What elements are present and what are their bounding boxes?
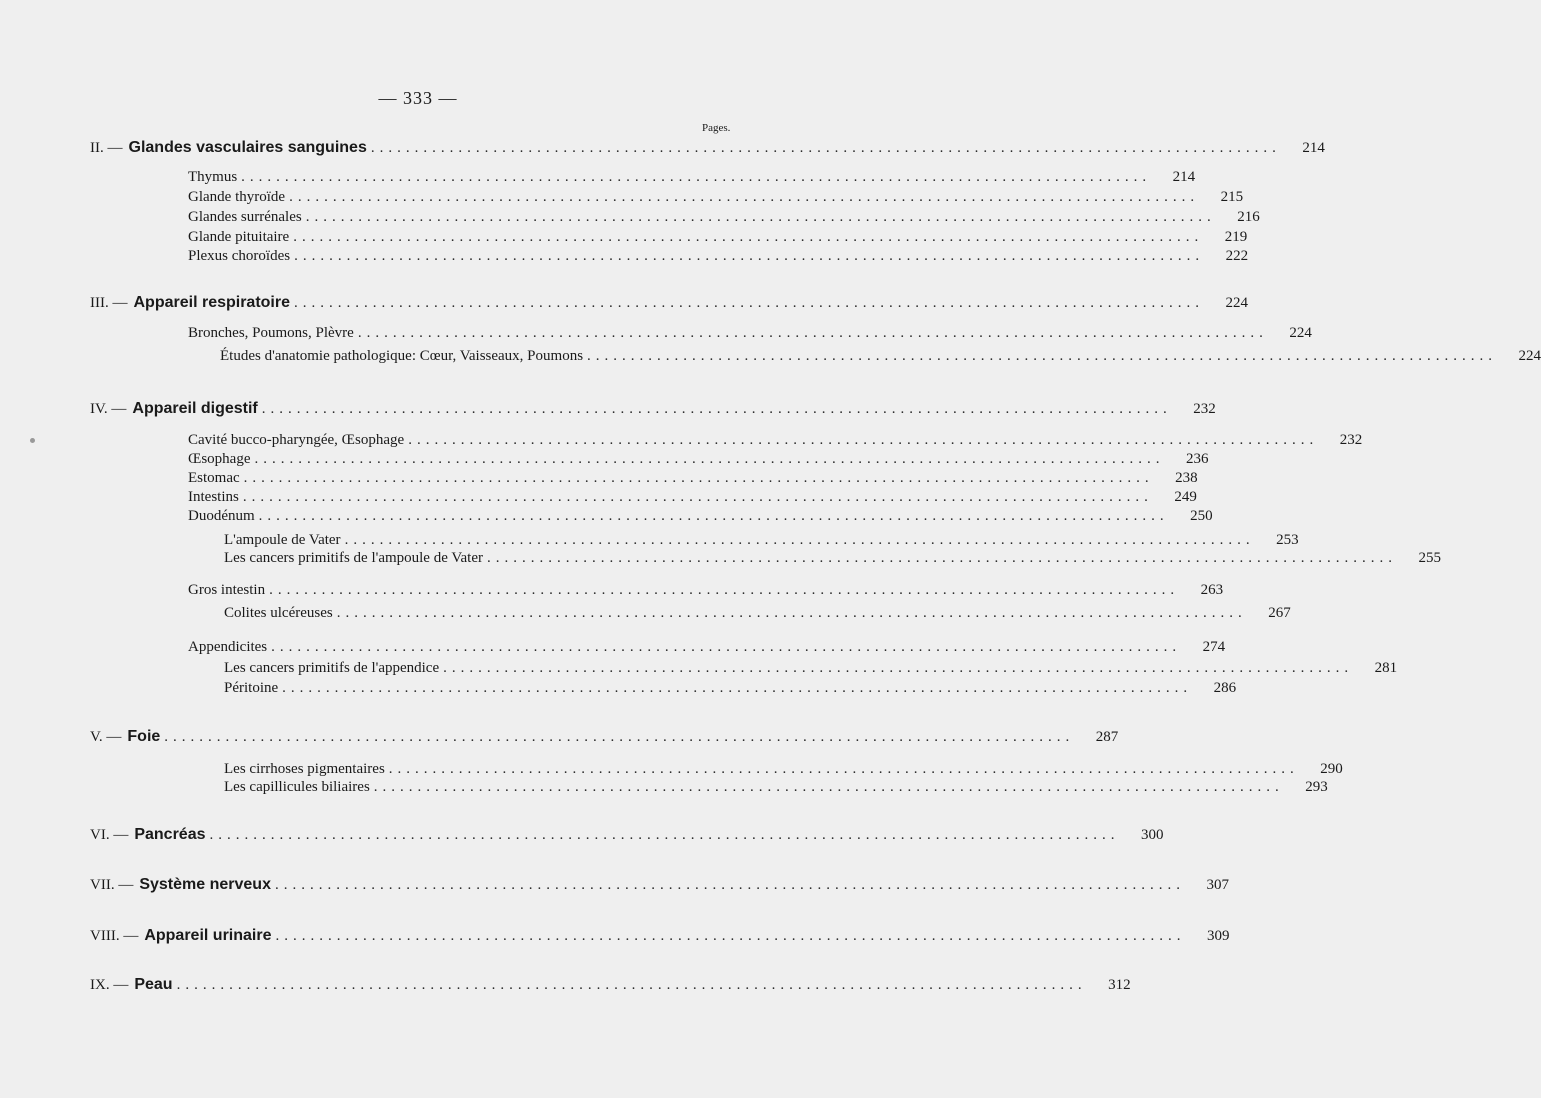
page-ref: 312 [1108, 977, 1131, 993]
toc-section [90, 399, 1216, 419]
toc-section [90, 825, 1164, 845]
section-title: Appareil digestif [132, 400, 258, 417]
page-ref: 307 [1206, 877, 1229, 893]
page-ref: 300 [1141, 827, 1164, 843]
page-ref: 214 [1302, 140, 1325, 156]
page-ref: 281 [1374, 660, 1398, 676]
entry-title: Les cancers primitifs de l'ampoule de Vater [224, 550, 483, 566]
leader-dots: ........................................................................................................ [282, 680, 1193, 696]
leader-dots: ........................................................................................................ [305, 209, 1216, 225]
toc-section [90, 293, 1248, 313]
page-ref: 249 [1174, 489, 1197, 505]
entry-title: Les capillicules biliaires [224, 779, 370, 795]
leader-dots: ........................................................................................................ [289, 189, 1200, 205]
page-ref: 286 [1213, 680, 1237, 696]
leader-dots: ........................................................................................................ [274, 877, 1185, 893]
entry-title: Duodénum [188, 508, 255, 524]
leader-dots: ........................................................................................................ [294, 248, 1205, 264]
toc-entry [188, 207, 1260, 227]
entry-title: Appendicites [188, 639, 268, 655]
toc-entry [224, 678, 1237, 698]
toc-entry [188, 227, 1248, 247]
toc-entry [188, 167, 1196, 187]
page-ref: 216 [1237, 209, 1260, 225]
page-ref: 255 [1418, 550, 1441, 566]
entry-title: Estomac [188, 470, 240, 486]
leader-dots: ........................................................................................................ [242, 489, 1153, 505]
section-title: Glandes vasculaires sanguines [128, 139, 367, 156]
leader-dots: ........................................................................................................ [443, 660, 1354, 676]
page-ref: 267 [1268, 605, 1291, 621]
page-ref: 263 [1200, 582, 1224, 598]
toc-entry [188, 246, 1249, 266]
section-number: VIII. — [90, 928, 139, 944]
toc-section [90, 138, 1325, 158]
toc-entry [188, 430, 1363, 450]
page-ref: 290 [1320, 761, 1343, 777]
section-number: III. — [90, 295, 128, 311]
entry-title: Œsophage [188, 451, 251, 467]
toc-entry [224, 777, 1328, 797]
toc-entry [188, 637, 1226, 657]
leader-dots: ........................................................................................................ [373, 779, 1284, 795]
page-ref: 293 [1305, 779, 1328, 795]
page-ref: 215 [1220, 189, 1244, 205]
leader-dots: ........................................................................................................ [370, 140, 1281, 156]
leader-dots: ........................................................................................................ [261, 401, 1172, 417]
entry-title: Thymus [188, 169, 238, 185]
page-number: — 333 — [378, 88, 458, 108]
leader-dots: ........................................................................................................ [269, 582, 1180, 598]
leader-dots: ........................................................................................................ [293, 229, 1204, 245]
toc-entry [188, 487, 1197, 507]
toc-entry [224, 603, 1291, 623]
entry-title: Bronches, Poumons, Plèvre [188, 325, 354, 341]
leader-dots: ........................................................................................................ [294, 295, 1204, 311]
page-ref: 219 [1224, 229, 1248, 245]
toc-section [90, 727, 1119, 747]
leader-dots: ........................................................................................................ [243, 470, 1154, 486]
leader-dots: ........................................................................................................ [258, 508, 1169, 524]
section-title: Foie [127, 728, 161, 745]
section-title: Appareil urinaire [144, 927, 272, 944]
page-ref: 250 [1190, 508, 1213, 524]
page-ref: 222 [1225, 248, 1249, 264]
leader-dots: ........................................................................................................ [275, 928, 1186, 944]
margin-dot [30, 438, 35, 443]
leader-dots: ........................................................................................................ [254, 451, 1165, 467]
toc-entry [224, 759, 1343, 779]
toc-entry [188, 449, 1209, 469]
section-number: II. — [90, 140, 123, 156]
leader-dots: ........................................................................................................ [487, 550, 1397, 566]
pages-column-header: Pages. [702, 122, 731, 134]
page-ref: 232 [1339, 432, 1363, 448]
toc-entry [224, 530, 1299, 550]
entry-title: Gros intestin [188, 582, 266, 598]
leader-dots: ........................................................................................................ [271, 639, 1182, 655]
entry-title: L'ampoule de Vater [224, 532, 341, 548]
page-ref: 224 [1225, 295, 1248, 311]
page-ref: 236 [1186, 451, 1209, 467]
section-number: IX. — [90, 977, 129, 993]
page-ref: 287 [1095, 729, 1119, 745]
entry-title: Cavité bucco-pharyngée, Œsophage [188, 432, 405, 448]
leader-dots: ........................................................................................................ [209, 827, 1120, 843]
leader-dots: ........................................................................................................ [357, 325, 1268, 341]
toc-entry [188, 323, 1312, 343]
page-ref: 232 [1193, 401, 1216, 417]
entry-title: Les cancers primitifs de l'appendice [224, 660, 440, 676]
entry-title: Péritoine [224, 680, 279, 696]
leader-dots: ........................................................................................................ [164, 729, 1075, 745]
entry-title: Intestins [188, 489, 239, 505]
entry-title: Les cirrhoses pigmentaires [224, 761, 385, 777]
toc-section [90, 875, 1229, 895]
toc-entry [188, 468, 1198, 488]
entry-title: Glande thyroïde [188, 189, 286, 205]
page-ref: 274 [1202, 639, 1226, 655]
leader-dots: ........................................................................................................ [388, 761, 1299, 777]
leader-dots: ........................................................................................................ [344, 532, 1255, 548]
toc-entry [188, 580, 1224, 600]
toc-entry [220, 346, 1541, 366]
page-ref: 253 [1276, 532, 1299, 548]
section-number: V. — [90, 729, 122, 745]
leader-dots: ........................................................................................................ [408, 432, 1319, 448]
section-title: Peau [134, 976, 173, 993]
page-ref: 238 [1175, 470, 1198, 486]
entry-title: Colites ulcéreuses [224, 605, 333, 621]
toc-entry [188, 187, 1244, 207]
toc-entry [188, 506, 1213, 526]
toc-section [90, 975, 1131, 995]
toc-entry [224, 548, 1441, 568]
page-ref: 224 [1289, 325, 1312, 341]
entry-title: Glande pituitaire [188, 229, 290, 245]
toc-entry [224, 658, 1398, 678]
section-number: IV. — [90, 401, 127, 417]
leader-dots: ........................................................................................................ [176, 977, 1087, 993]
section-number: VI. — [90, 827, 129, 843]
page-ref: 309 [1206, 928, 1230, 944]
leader-dots: ........................................................................................................ [587, 348, 1498, 364]
page-ref: 224 [1518, 348, 1541, 364]
section-title: Système nerveux [139, 876, 271, 893]
page-ref: 214 [1172, 169, 1196, 185]
entry-title: Études d'anatomie pathologique: Cœur, Vaisseaux, Poumons [220, 348, 584, 364]
leader-dots: ........................................................................................................ [336, 605, 1247, 621]
section-title: Pancréas [134, 826, 206, 843]
toc-section [90, 926, 1230, 946]
entry-title: Glandes surrénales [188, 209, 302, 225]
leader-dots: ........................................................................................................ [241, 169, 1152, 185]
entry-title: Plexus choroïdes [188, 248, 291, 264]
section-title: Appareil respiratoire [133, 294, 290, 311]
section-number: VII. — [90, 877, 134, 893]
